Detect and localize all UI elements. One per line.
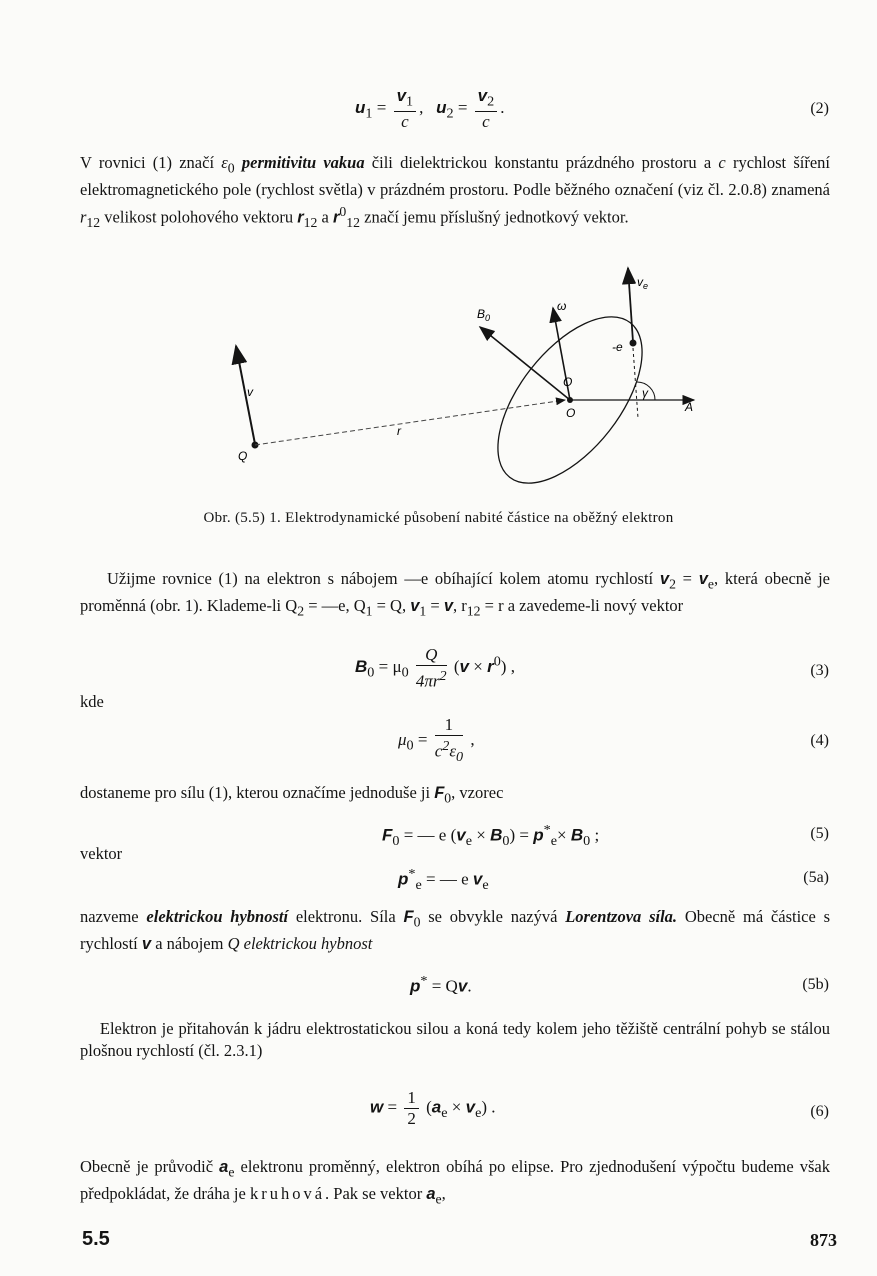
equation-2: $u_1$ = $\frac{v_1}{c}$ , $u_2$ = $\frac{v_2}{c}$ . xyxy=(355,86,505,132)
paragraph-permittivity: V rovnici (1) značí $\varepsilon_0$ permitivitu vakua čili dielektrickou konstantu prázdného prostoru a c rychlost šíření elektromagnetického pole (rychlost světla) v prázdném prostoru. Podle běžného označení (viz čl. 2.0.8) znamená $r_{12}$ velikost polohového vektoru $r_{12}$ a $r^0_{12}$ značí jemu příslušný jednotkový vektor. xyxy=(80,153,830,231)
word-vektor: vektor xyxy=(80,844,123,863)
equation-number-3: (3) xyxy=(810,662,829,679)
word-kde: kde xyxy=(80,692,104,711)
equation-number-2: (2) xyxy=(810,100,829,117)
figure-caption: Obr. (5.5) 1. Elektrodynamické působení nabité částice na oběžný elektron xyxy=(203,510,674,526)
equation-6: w = $\frac{1}{2}$ $(a_e \times v_e)$ . xyxy=(370,1088,496,1128)
equation-number-5: (5) xyxy=(810,825,829,842)
label-minus-e: -e xyxy=(612,340,623,354)
electron-point xyxy=(630,340,637,347)
label-v: v xyxy=(247,385,253,399)
label-O-upper: O xyxy=(563,375,573,389)
equation-number-5b: (5b) xyxy=(802,976,829,993)
equation-number-5a: (5a) xyxy=(803,869,829,886)
equation-number-4: (4) xyxy=(810,732,829,749)
equation-5a: $p^*_e$ = — e $v_e$ xyxy=(398,866,489,894)
paragraph-central-motion: Elektron je přitahován k jádru elektrostatickou silou a koná tedy kolem jeho těžiště centrální pohyb se stálou plošnou rychlostí (čl. 2.3.1) xyxy=(80,1019,830,1060)
equation-number-6: (6) xyxy=(810,1103,829,1120)
paragraph-circular-orbit: Obecně je průvodič $a_e$ elektronu proměnný, elektron obíhá po elipse. Pro zjednodušení výpočtu budeme však předpokládat, že dráha je kruhová. Pak se vektor $a_e$, xyxy=(80,1157,830,1207)
paragraph-electron-charge: Užijme rovnice (1) na elektron s nábojem —e obíhající kolem atomu rychlostí $v_2 = v_e$, která obecně je proměnná (obr. 1). Klademe-li $Q_2$ = —e, $Q_1 = Q$, $v_1 = v$, $r_{12} = r$ a zavedeme-li nový vektor xyxy=(80,569,830,619)
vector-B0 xyxy=(480,327,573,400)
label-B0: $B_0$ xyxy=(477,307,491,323)
label-gamma: γ xyxy=(642,386,648,400)
figure-electrodynamic-diagram xyxy=(0,260,877,505)
equation-5: $F_0$ = — e $(v_e \times B_0) = p^*_e\times B_0$ ; xyxy=(382,822,600,850)
equation-3: $B_0 = \mu_0$ $\frac{Q}{4\pi r^2}$ $(v \times r^0)$ , xyxy=(355,645,515,691)
equation-4: $\mu_0$ = $\frac{1}{c^2\varepsilon_0}$ , xyxy=(398,715,475,766)
projection-line xyxy=(633,348,638,418)
label-A: A xyxy=(685,400,694,414)
paragraph-force: dostaneme pro sílu (1), kterou označíme jednoduše ji $F_0$, vzorec xyxy=(80,783,504,806)
label-ve: $v_e$ xyxy=(637,275,649,291)
section-number: 5.5 xyxy=(82,1228,110,1250)
label-O-lower: O xyxy=(566,406,576,420)
page-number: 873 xyxy=(810,1230,837,1250)
label-omega: ω xyxy=(557,299,567,313)
paragraph-lorentz: nazveme elektrickou hybností elektronu. Síla $F_0$ se obvykle nazývá Lorentzova síla. Obecně má částice s rychlostí v a nábojem Q elektrickou hybnost xyxy=(80,907,831,954)
equation-5b: p* = Qv. xyxy=(410,973,472,996)
position-vector-r xyxy=(255,400,565,445)
vector-ve xyxy=(628,268,633,342)
label-Q: Q xyxy=(238,449,248,463)
label-r: r xyxy=(397,424,401,438)
